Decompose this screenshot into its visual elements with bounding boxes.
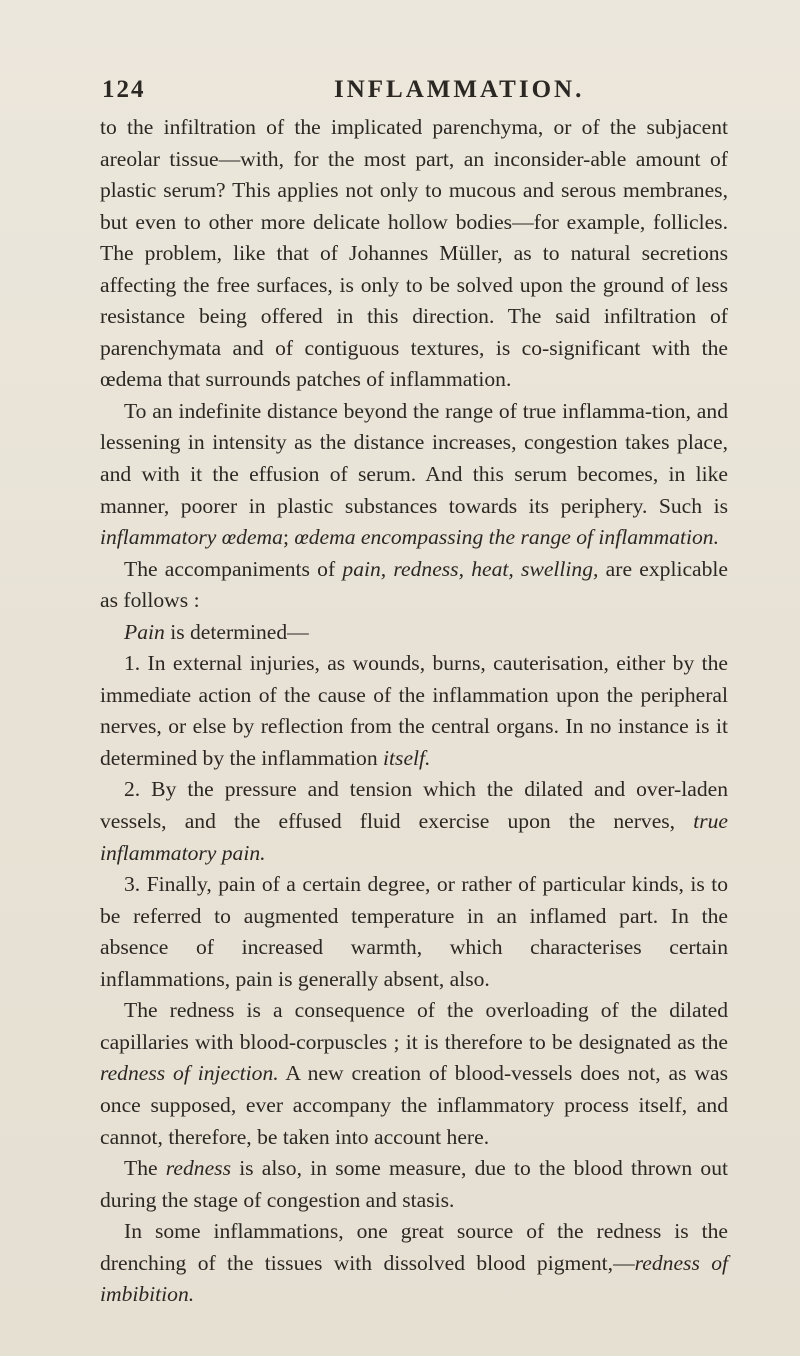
paragraph-pain-item-1 (100, 648, 728, 774)
paragraph-redness-imbibition (100, 1216, 728, 1311)
running-head (102, 76, 702, 110)
emphasis-itself: itself. (383, 745, 431, 770)
text-run: The accompaniments of (124, 556, 343, 581)
text-run: The (124, 1156, 166, 1181)
paragraph-accompaniments (100, 554, 728, 617)
paragraph-inflammatory-oedema (100, 396, 728, 554)
page-number: 124 (102, 76, 146, 103)
text-run: A new creation of blood-vessels does not, as was once supposed, ever accompany the inflammatory process itself, and cannot, therefore, be taken into account here. (100, 1061, 728, 1149)
text-run: is determined— (164, 619, 309, 644)
emphasis-accompaniments: pain, redness, heat, swelling, (342, 556, 599, 581)
paragraph-pain-item-2 (100, 774, 728, 869)
text-run: 1. In external injuries, as wounds, burns, cauterisation, either by the immediate action of the cause of the inflammation upon the peripheral nerves, or else by reflection from the central organs. In no instance is it determined by the inflammation (100, 651, 728, 770)
emphasis-pain: Pain (124, 619, 165, 644)
paragraph-pain-determined (100, 617, 728, 649)
emphasis-redness-of-injection: redness of injection. (100, 1061, 279, 1086)
text-run: 2. By the pressure and tension which the dilated and over-laden vessels, and the effused fluid exercise upon the nerves, (100, 777, 728, 834)
text-run: are explicable as follows : (100, 556, 729, 613)
paragraph-infiltration: to the infiltration of the implicated parenchyma, or of the subjacent areolar tissue—with, for the most part, an inconsider-able amount of plastic serum? This applies not only to mucous and serous membranes, but even to other more delicate hollow bodies—for example, follicles. The problem, like that of Johannes Müller, as to natural secretions affecting the free surfaces, is only to be solved upon the ground of less resistance being offered in this direction. The said infiltration of parenchymata and of contiguous textures, is co-significant with the œdema that surrounds patches of inflammation. (100, 115, 728, 392)
body-text (100, 112, 728, 1311)
text-run: is also, in some measure, due to the blood thrown out during the stage of congestion and stasis. (100, 1156, 728, 1212)
emphasis-redness-of-imbibition: redness of imbibition. (100, 1250, 728, 1307)
text-run: To an indefinite distance beyond the range of true inflamma-tion, and lessening in intensity as the distance increases, congestion takes place, and with it the effusion of serum. And this serum becomes, in like manner, poorer in plastic substances towards its periphery. Such is (100, 398, 728, 518)
paragraph-redness (100, 995, 728, 1153)
paragraph-pain-item-3: 3. Finally, pain of a certain degree, or rather of particular kinds, is to be referred to augmented temperature in an inflamed part. In the absence of increased warmth, which characterises certain inflammations, pain is generally absent, also. (100, 872, 728, 991)
emphasis-true-inflammatory-pain: true inflammatory pain. (100, 809, 728, 865)
text-run: ; (282, 525, 295, 550)
paragraph-redness-congestion (100, 1153, 728, 1216)
text-run: The redness is a consequence of the overloading of the dilated capillaries with blood-corpuscles ; it is therefore to be designated as the (100, 998, 728, 1054)
text-run: In some inflammations, one great source of the redness is the drenching of the tissues with dissolved blood pigment,— (100, 1219, 728, 1275)
emphasis-inflammatory-oedema: inflammatory œdema (100, 525, 283, 550)
emphasis-redness: redness (165, 1156, 231, 1181)
emphasis-oedema-encompassing: œdema encompassing the range of inflammation. (294, 525, 719, 550)
running-title: INFLAMMATION. (334, 76, 585, 103)
